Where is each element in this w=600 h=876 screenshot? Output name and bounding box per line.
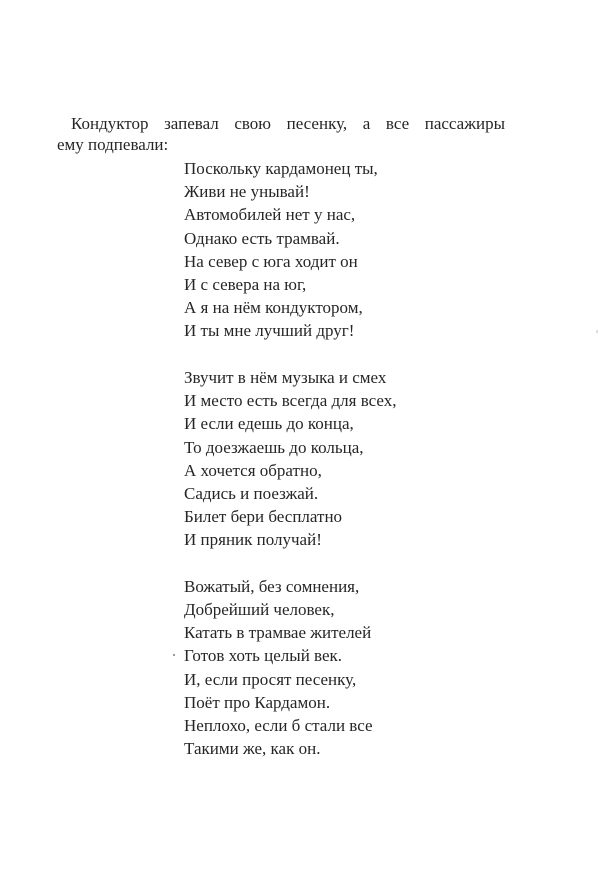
verse-line: И пряник получай! — [184, 530, 322, 550]
verse-line: Звучит в нём музыка и смех — [184, 367, 387, 387]
verse-line: Такими же, как он. — [184, 739, 321, 759]
verse-line: То доезжаешь до кольца, — [184, 437, 364, 457]
verse-line: Неплохо, если б стали все — [184, 716, 373, 736]
verse-line: Вожатый, без сомнения, — [184, 576, 360, 596]
intro-line-2: ему подпевали: — [57, 135, 169, 154]
print-speck — [173, 654, 175, 656]
verse-line: Билет бери бесплатно — [184, 507, 343, 527]
stanza-1 — [184, 157, 396, 343]
verse-line: Автомобилей нет у нас, — [184, 205, 356, 225]
verse-line: Катать в трамвае жителей — [184, 623, 372, 643]
verse-line: Готов хоть целый век. — [184, 646, 343, 666]
verse-line: Живи не унывай! — [184, 182, 310, 202]
verse-line: И с севера на юг, — [184, 275, 307, 295]
verse-line: Поскольку кардамонец ты, — [184, 159, 378, 178]
intro-paragraph — [57, 113, 509, 155]
verse-line: Добрейший человек, — [184, 600, 335, 620]
intro-line-1: Кондуктор запевал свою песенку, а все пассажиры — [71, 114, 505, 133]
song-verses — [184, 157, 396, 760]
margin-speck — [596, 330, 598, 333]
verse-line: А я на нём кондуктором, — [184, 298, 363, 318]
verse-line: И, если просят песенку, — [184, 669, 357, 689]
verse-line: И место есть всегда для всех, — [184, 391, 397, 411]
stanza-2 — [184, 366, 396, 552]
verse-line: Поёт про Кардамон. — [184, 692, 331, 712]
verse-line: На север с юга ходит он — [184, 251, 358, 271]
verse-line: Однако есть трамвай. — [184, 228, 340, 248]
verse-line: Садись и поезжай. — [184, 483, 319, 503]
verse-line: И ты мне лучший друг! — [184, 321, 355, 341]
verse-line: А хочется обратно, — [184, 460, 322, 480]
verse-line: И если едешь до конца, — [184, 414, 354, 434]
stanza-3 — [184, 575, 396, 761]
